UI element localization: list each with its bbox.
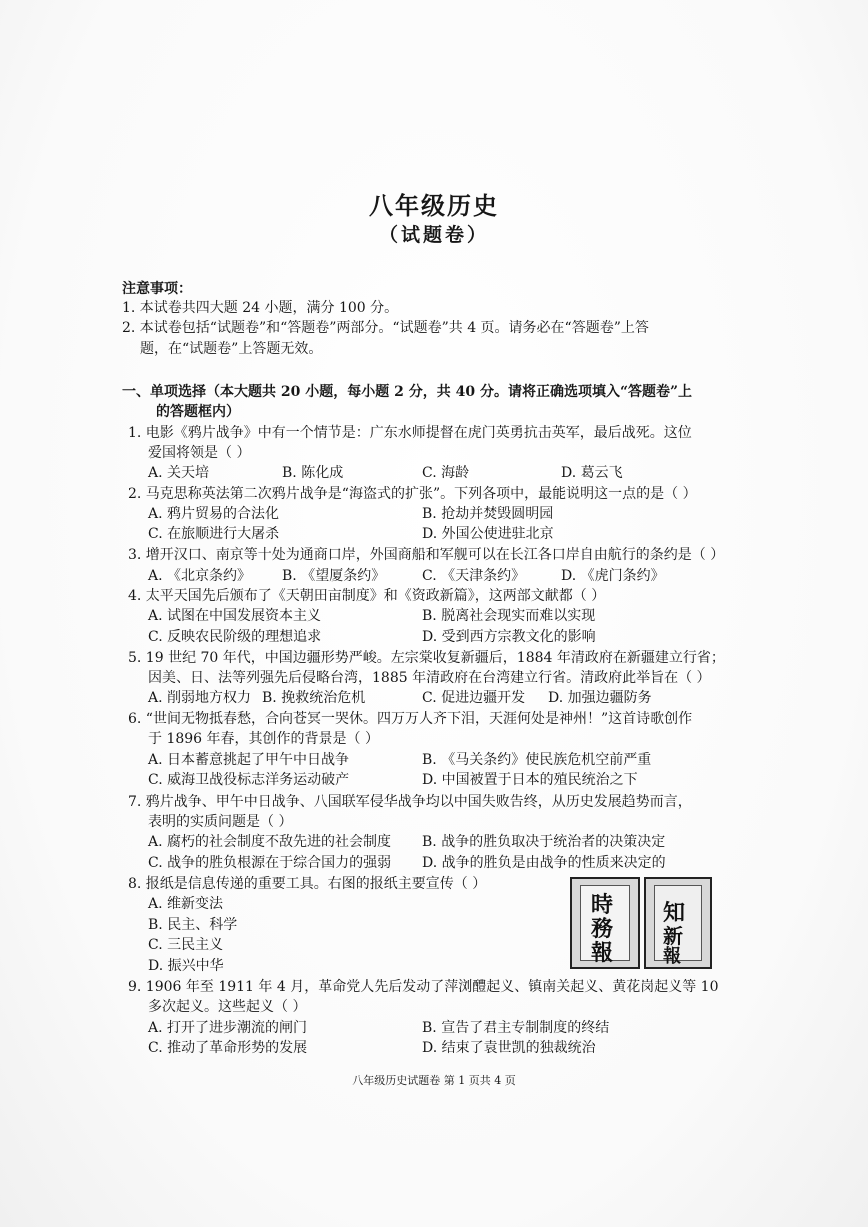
question-stem: 3. 增开汉口、南京等十处为通商口岸，外国商船和军舰可以在长江各口岸自由航行的条约是（ ） [128,547,725,563]
option: A. 试图在中国发展资本主义 [148,608,322,624]
option: A. 《北京条约》 [148,568,252,584]
option: A. 日本蓄意挑起了甲午中日战争 [148,752,350,768]
question-stem: 1. 电影《鸦片战争》中有一个情节是：广东水师提督在虎门英勇抗击英军，最后战死。这位 [128,425,692,441]
option: B. 挽救统治危机 [262,690,366,706]
option: D. 葛云飞 [561,465,623,481]
question-stem: 7. 鸦片战争、甲午中日战争、八国联军侵华战争均以中国失败告终，从历史发展趋势而言， [128,794,692,810]
option: B. 陈化成 [282,465,344,481]
option: D. 加强边疆防务 [548,690,652,706]
page-title: 八年级历史 [369,191,499,220]
option: C. 反映农民阶级的理想追求 [148,629,322,645]
question-stem: 9. 1906 年至 1911 年 4 月，革命党人先后发动了萍浏醴起义、镇南关起义、黄花岗起义等 10 [128,979,719,995]
option: A. 关天培 [148,465,210,481]
page-subtitle: （试题卷） [378,224,489,246]
option: C. 威海卫战役标志洋务运动破产 [148,772,350,788]
option: C. 三民主义 [148,937,224,953]
option: B. 脱离社会现实而难以实现 [422,608,596,624]
option: B. 战争的胜负取决于统治者的决策决定 [422,834,666,850]
option: B. 民主、科学 [148,917,238,933]
option: B. 抢劫并焚毁圆明园 [422,506,554,522]
option: C. 在旅顺进行大屠杀 [148,526,280,542]
page-footer: 八年级历史试题卷 第 1 页共 4 页 [352,1074,516,1087]
zhixinbao-newspaper-image [644,877,712,969]
notice-item: 2. 本试卷包括“试题卷”和“答题卷”两部分。“试题卷”共 4 页。请务必在“答题卷”上答 [122,320,649,336]
notice-item: 题，在“试题卷”上答题无效。 [140,341,323,357]
question-stem: 5. 19 世纪 70 年代，中国边疆形势严峻。左宗棠收复新疆后，1884 年清政府在新疆建立行省； [128,650,725,666]
notice-item: 1. 本试卷共四大题 24 小题，满分 100 分。 [122,300,399,316]
newspaper-char: 新 [663,924,683,948]
option: D. 《虎门条约》 [561,568,665,584]
option: D. 中国被置于日本的殖民统治之下 [422,772,638,788]
newspaper-char: 報 [663,946,681,967]
option: C. 《天津条约》 [422,568,526,584]
option: D. 外国公使进驻北京 [422,526,554,542]
option: C. 促进边疆开发 [422,690,526,706]
newspaper-char: 知 [663,900,686,926]
option: C. 战争的胜负根源在于综合国力的强弱 [148,855,392,871]
question-stem: 8. 报纸是信息传递的重要工具。右图的报纸主要宣传（ ） [128,876,487,892]
option: D. 结束了袁世凯的独裁统治 [422,1040,596,1056]
question-stem: 表明的实质问题是（ ） [148,814,293,830]
option: D. 战争的胜负是由战争的性质来决定的 [422,855,666,871]
section-heading-cont: 的答题框内） [156,404,240,420]
option: A. 维新变法 [148,896,224,912]
question-stem: 4. 太平天国先后颁布了《天朝田亩制度》和《资政新篇》，这两部文献都（ ） [128,588,606,604]
option: A. 鸦片贸易的合法化 [148,506,280,522]
option: B. 宣告了君主专制制度的终结 [422,1020,610,1036]
option: D. 振兴中华 [148,958,224,974]
newspaper-char: 報 [591,940,614,966]
newspaper-char: 時 [591,892,614,918]
option: A. 削弱地方权力 [148,690,252,706]
option: C. 推动了革命形势的发展 [148,1040,308,1056]
question-stem: 因美、日、法等列强先后侵略台湾，1885 年清政府在台湾建立行省。清政府此举旨在（ ） [148,670,711,686]
option: B. 《望厦条约》 [282,568,386,584]
question-stem: 爱国将领是（ ） [148,445,251,461]
option: B. 《马关条约》使民族危机空前严重 [422,752,652,768]
notice-heading: 注意事项： [122,281,192,297]
option: A. 腐朽的社会制度不敌先进的社会制度 [148,834,392,850]
newspaper-char: 務 [591,916,614,942]
shiwubao-newspaper-image [570,877,640,969]
section-heading: 一、单项选择（本大题共 20 小题，每小题 2 分，共 40 分。请将正确选项填入“答题卷”上 [122,384,693,400]
question-stem: 于 1896 年春，其创作的背景是（ ） [148,731,379,747]
option: C. 海龄 [422,465,470,481]
option: A. 打开了进步潮流的闸门 [148,1020,308,1036]
question-stem: 多次起义。这些起义（ ） [148,999,307,1015]
question-stem: 6. “世间无物抵春愁，合向苍冥一哭休。四万万人齐下泪，天涯何处是神州！”这首诗歌创作 [128,711,693,727]
option: D. 受到西方宗教文化的影响 [422,629,596,645]
question-stem: 2. 马克思称英法第二次鸦片战争是“海盗式的扩张”。下列各项中，最能说明这一点的是（ ） [128,486,697,502]
